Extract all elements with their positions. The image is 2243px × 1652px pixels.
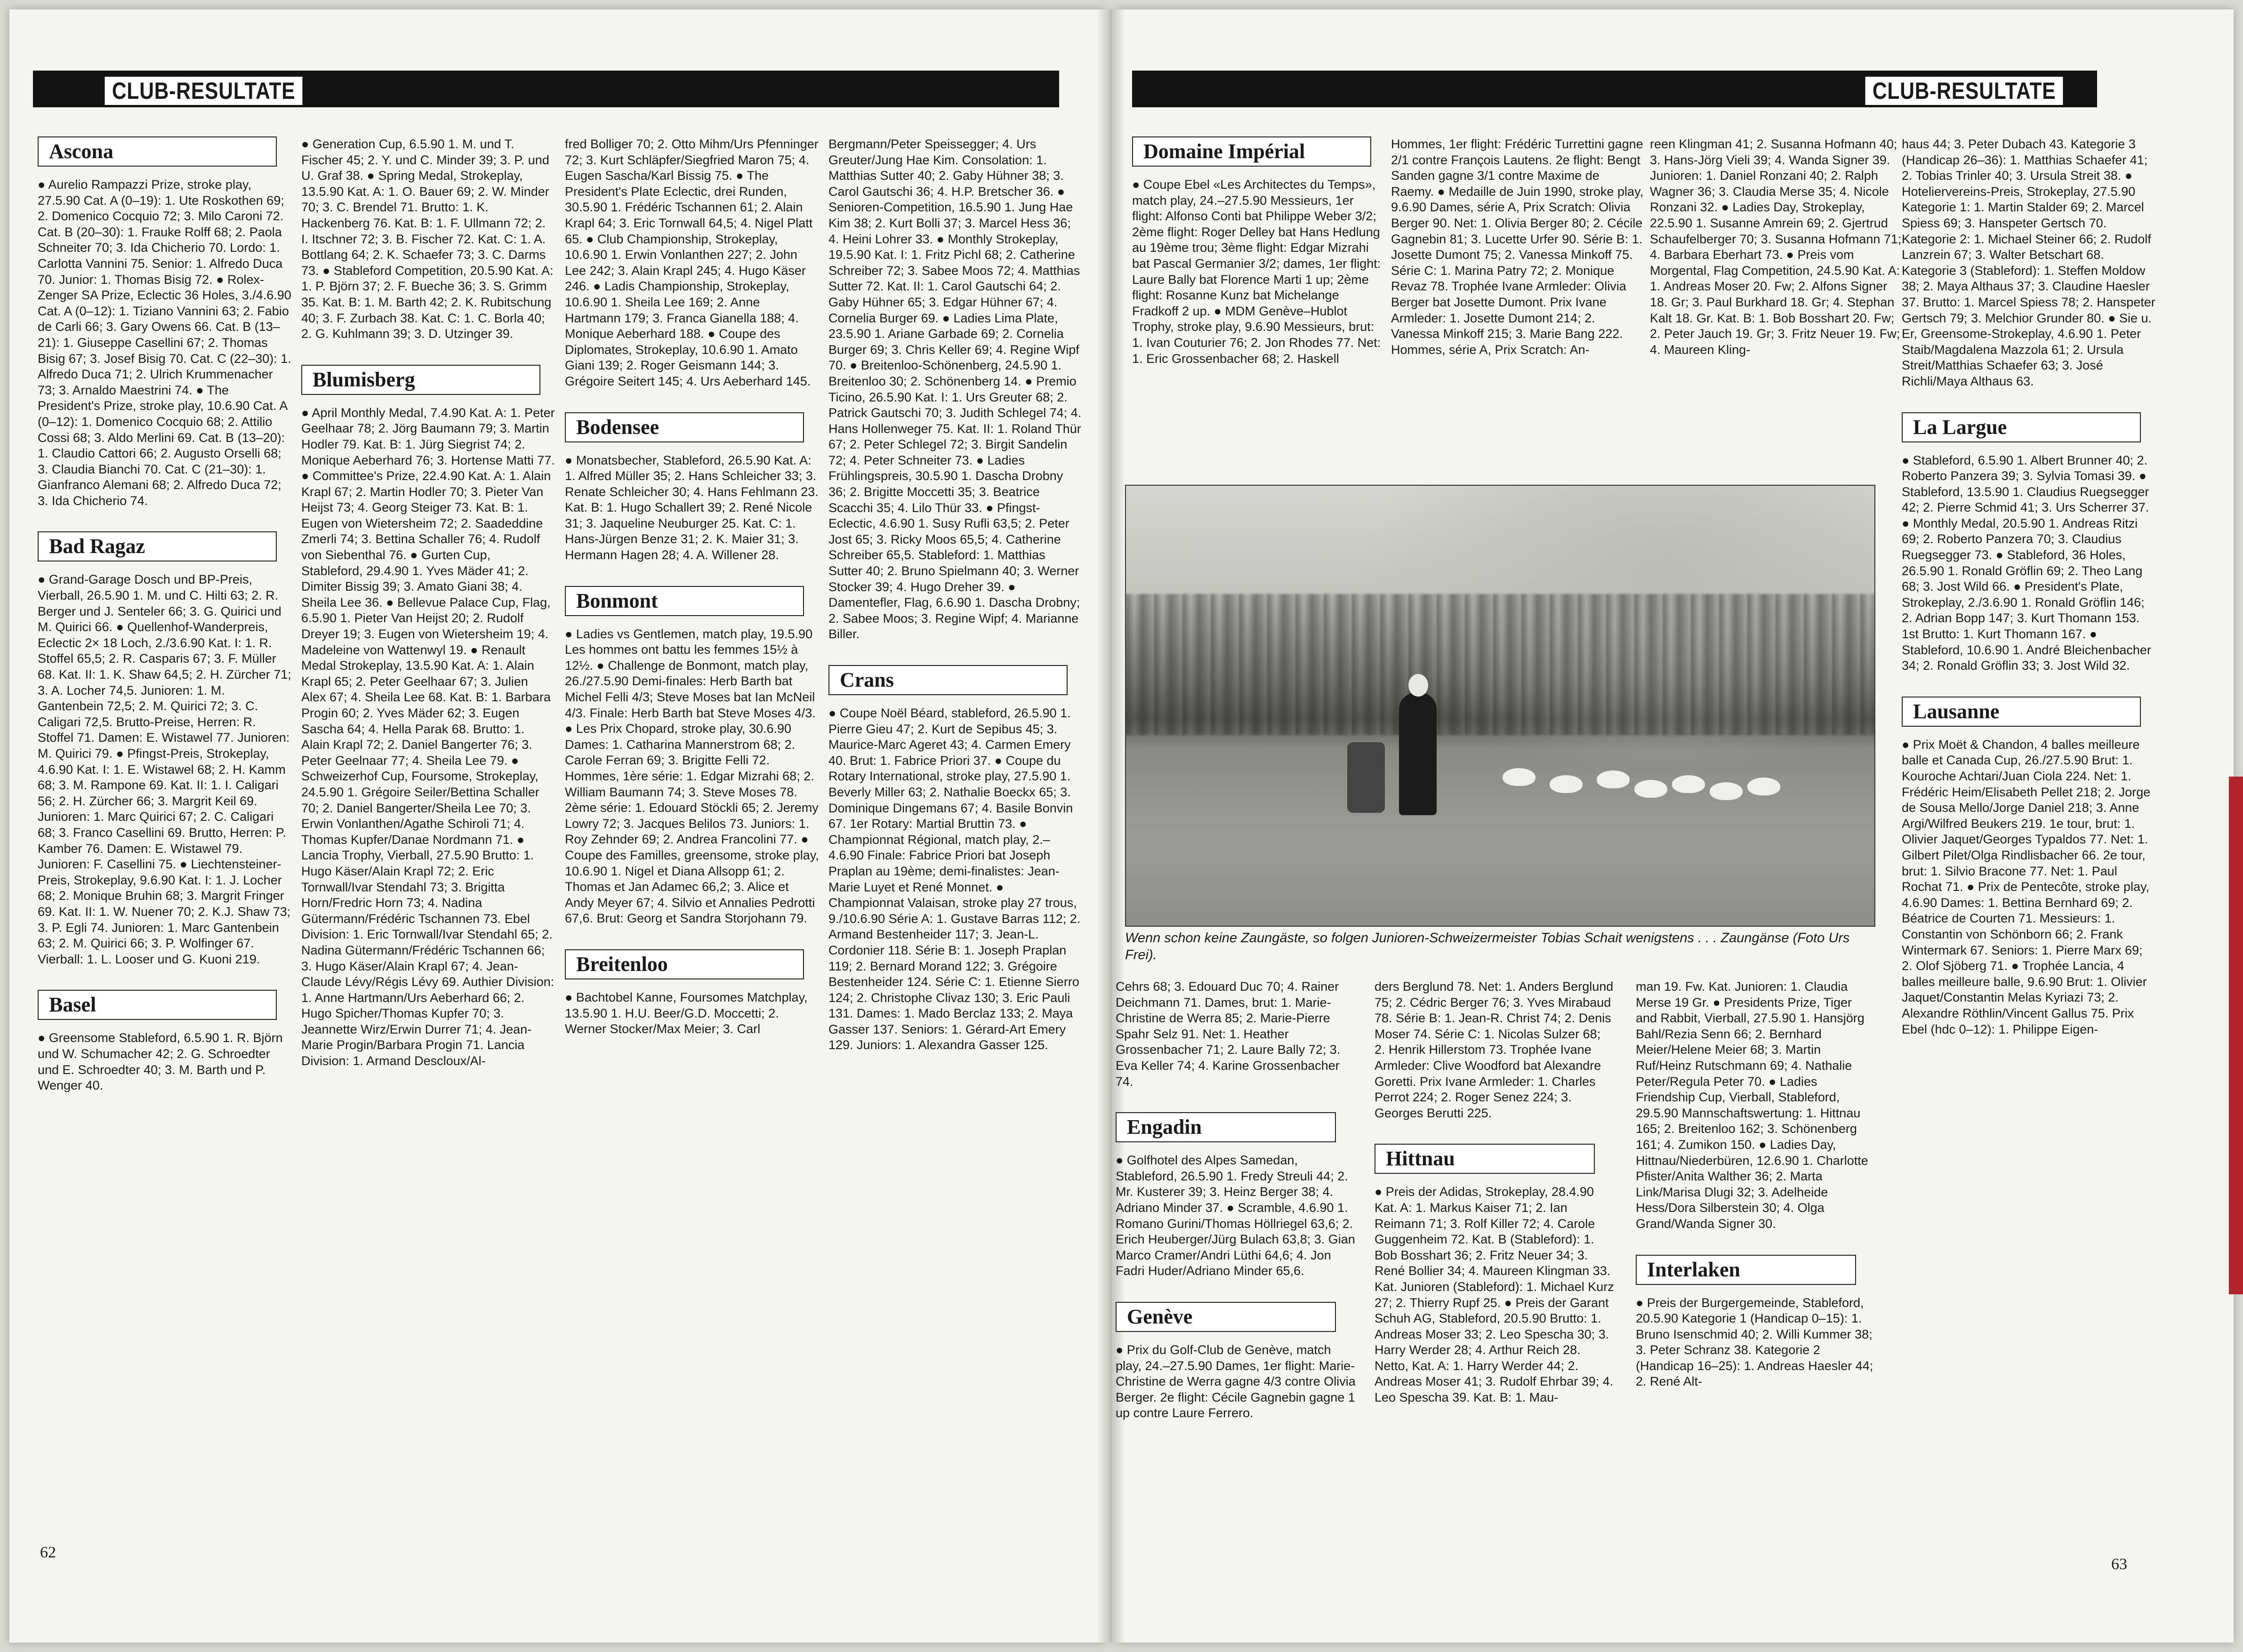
- section-title-engadin: Engadin: [1116, 1112, 1336, 1142]
- results-domaine-imperial-end: Cehrs 68; 3. Edouard Duc 70; 4. Rainer Deichmann 71. Dames, brut: 1. Marie-Christine de Werra 85; 2. Marie-Pierre Spahr Selz 91. Net: 1. Heather Grossenbacher 71; 2. Laure Bally 72; 3. Eva Keller 74; 4. Karine Grossenbacher 74.: [1116, 979, 1341, 1089]
- section-title-interlaken: Interlaken: [1636, 1255, 1856, 1285]
- section-title-domaine-imperial: Domaine Impérial: [1132, 136, 1371, 167]
- section-title-crans: Crans: [828, 665, 1068, 695]
- goose-2: [1550, 775, 1583, 793]
- goose-6: [1710, 782, 1743, 800]
- right-column-2-lower: [1375, 979, 1615, 1534]
- right-column-3-upper: [1650, 136, 1904, 475]
- results-blumisberg-continued: fred Bolliger 70; 2. Otto Mihm/Urs Pfenninger 72; 3. Kurt Schläpfer/Siegfried Maron 75; 4. Eugen Sascha/Karl Bissig 75. ● The President's Plate Eclectic, drei Runden, 30.5.90 1. Frédéric Tschannen 61; 2. Alain Krapl 64; 3. Eric Tornwall 64,5; 4. Nigel Platt 65. ● Club Championship, Strokeplay, 10.6.90 1. Erwin Vonlanthen 227; 2. John Lee 242; 3. Alain Krapl 245; 4. Hugo Käser 246. ● Ladis Championship, Strokeplay, 10.6.90 1. Sheila Lee 169; 2. Anne Hartmann 179; 3. Franca Gianella 188; 4. Monique Aeberhard 188. ● Coupe des Diplomates, Strokeplay, 10.6.90 1. Amato Giani 139; 2. Roger Geismann 144; 3. Grégoire Seitert 145; 4. Urs Aeberhard 145.: [565, 137, 819, 388]
- section-title-bonmont: Bonmont: [565, 586, 804, 616]
- goose-1: [1503, 768, 1536, 786]
- section-title-ascona: Ascona: [38, 136, 277, 167]
- treeline: [1126, 594, 1874, 735]
- results-crans: ● Coupe Noël Béard, stableford, 26.5.90 1. Pierre Gieu 47; 2. Kurt de Sepibus 45; 3. Maurice-Marc Ageret 43; 4. Carmen Emery 40. Brut: 1. Fabrice Priori 37. ● Coupe du Rotary International, stroke play, 27.5.90 1. Beverly Miller 63; 2. Nathalie Boeckx 65; 3. Dominique Dingemans 67; 4. Basile Bonvin 67. 1er Rotary: Martial Bruttin 73. ● Championnat Régional, match play, 2.–4.6.90 Finale: Fabrice Priori bat Joseph Praplan au 19ème; demi-finalistes: Jean-Marie Luyet et René Monnet. ● Championnat Valaisan, stroke play 27 trous, 9./10.6.90 Série A: 1. Gustave Barras 112; 2. Armand Bestenheider 117; 3. Jean-L. Cordonier 118. Série B: 1. Joseph Praplan 119; 2. Bernard Morand 122; 3. Grégoire Bestenheider 124. Série C: 1. Etienne Sierro 124; 2. Christophe Clivaz 130; 3. Eric Pauli 131. Dames: 1. Mado Berclaz 133; 2. Maya Gasser 137. Seniors: 1. Gérard-Art Emery 129. Juniors: 1. Alexandra Gasser 125.: [828, 706, 1081, 1052]
- left-header-label: CLUB-RESULTATE: [104, 75, 304, 106]
- section-title-lausanne: Lausanne: [1902, 697, 2141, 727]
- right-column-2-upper: [1391, 136, 1645, 475]
- section-title-geneve: Genève: [1116, 1302, 1336, 1332]
- left-column-1: [38, 136, 292, 1539]
- section-title-la-largue: La Largue: [1902, 412, 2141, 442]
- results-hittnau-continued: reen Klingman 41; 2. Susanna Hofmann 40; 3. Hans-Jörg Vieli 39; 4. Wanda Signer 39. Junioren: 1. Daniel Ronzani 40; 2. Ralph Wagner 36; 3. Claudia Merse 35; 4. Nicole Ronzani 32. ● Ladies Day, Strokeplay, 22.5.90 1. Susanne Amrein 69; 2. Gjertrud Schaufelberger 70; 3. Susanna Hofmann 71; 4. Barbara Eberhart 73. ● Preis vom Morgental, Flag Competition, 24.5.90 Kat. A: 1. Andreas Moser 20. Fw; 2. Alfons Signer 18. Gr; 3. Paul Burkhard 18. Gr; 4. Stephan Kalt 18. Gr. Kat. B: 1. Bob Bosshart 20. Fw; 2. Peter Jauch 19. Gr; 3. Fritz Neuer 19. Fw; 4. Maureen Kling-: [1650, 137, 1902, 357]
- results-hittnau-end: man 19. Fw. Kat. Junioren: 1. Claudia Merse 19 Gr. ● Presidents Prize, Tiger and Rabbit, Vierball, 27.5.90 1. Hansjörg Bahl/Rezia Senn 66; 2. Bernhard Meier/Helene Meier 68; 3. Martin Ruf/Heinz Rutschmann 69; 4. Nathalie Peter/Regula Peter 70. ● Ladies Friendship Cup, Vierball, Stableford, 29.5.90 Mannschaftswertung: 1. Hittnau 165; 2. Breitenloo 162; 3. Schönenberg 161; 4. Zumikon 150. ● Ladies Day, Hittnau/Niederbüren, 12.6.90 1. Charlotte Pfister/Anita Walther 36; 2. Marta Link/Marisa Dlugi 32; 3. Adelheide Hess/Dora Silberstein 30; 4. Olga Grand/Wanda Signer 30.: [1636, 979, 1868, 1231]
- results-hittnau: ● Preis der Adidas, Strokeplay, 28.4.90 Kat. A: 1. Markus Kaiser 71; 2. Ian Reimann 71; 3. Rolf Killer 72; 4. Carole Guggenheim 72. Kat. B (Stableford): 1. Bob Bosshart 36; 2. Fritz Neuer 34; 3. René Bollier 34; 4. Maureen Klingman 33. Kat. Junioren (Stableford): 1. Michael Kurz 27; 2. Thierry Rupf 25. ● Preis der Garant Schuh AG, Stableford, 20.5.90 Brutto: 1. Andreas Moser 33; 2. Leo Spescha 30; 3. Harry Werder 28; 4. Arthur Reich 28. Netto, Kat. A: 1. Harry Werder 44; 2. Andreas Moser 41; 3. Rudolf Ehrbar 39; 4. Leo Spescha 39. Kat. B: 1. Mau-: [1375, 1185, 1614, 1405]
- results-breitenloo-continued: Bergmann/Peter Speissegger; 4. Urs Greuter/Jung Hae Kim. Consolation: 1. Matthias Sutter 40; 2. Gaby Hühner 38; 3. Carol Gautschi 36; 4. H.P. Bretscher 36. ● Senioren-Competition, 16.5.90 1. Jung Hae Kim 38; 2. Kurt Bolli 37; 3. Marcel Hess 36; 4. Heini Lohrer 33. ● Monthly Strokeplay, 19.5.90 Kat. I: 1. Fritz Pichl 68; 2. Catherine Schreiber 72; 3. Sabee Moos 72; 4. Matthias Sutter 72. Kat. II: 1. Carol Gautschi 64; 2. Gaby Hühner 65; 3. Edgar Hühner 67; 4. Cornelia Burger 69. ● Ladies Lima Plate, 23.5.90 1. Ariane Garbade 69; 2. Cornelia Burger 69; 3. Chris Keller 69; 4. Regine Wipf 70. ● Breitenloo-Schönenberg, 24.5.90 1. Breitenloo 30; 2. Schönenberg 14. ● Premio Ticino, 26.5.90 Kat. I: 1. Urs Greuter 68; 2. Patrick Gautschi 70; 3. Judith Schlegel 74; 4. Hans Hollenweger 75. Kat. II: 1. Roland Thür 67; 2. Peter Schlegel 72; 3. Birgit Sandelin 72; 4. Peter Schneiter 73. ● Ladies Frühlingspreis, 30.5.90 1. Dascha Drobny 36; 2. Brigitte Moccetti 35; 3. Beatrice Scacchi 35; 4. Lilo Thür 33. ● Pfingst-Eclectic, 4.6.90 1. Susy Rufli 63,5; 2. Peter Jost 65; 3. Ricky Moos 65,5; 4. Catherine Schreiber 65,5. Stableford: 1. Matthias Sutter 40; 2. Bruno Spielmann 40; 3. Werner Stocker 39; 4. Hugo Dreher 39. ● Damentefler, Flag, 6.6.90 1. Dascha Drobny; 2. Sabee Moos; 3. Regine Wipf; 4. Marianne Biller.: [828, 137, 1082, 642]
- results-geneve: ● Prix du Golf-Club de Genève, match play, 24.–27.5.90 Dames, 1er flight: Marie-Christine de Werra gagne 4/3 contre Olivia Berger. 2e flight: Cécile Gagnebin gagne 1 up contre Laure Ferrero.: [1116, 1342, 1356, 1420]
- results-lausanne: ● Prix Moët & Chandon, 4 balles meilleure balle et Canada Cup, 26./27.5.90 Brut: 1. Kouroche Achtari/Juan Ciola 224. Net: 1. Frédéric Heim/Elisabeth Pellet 218; 2. Jorge de Sousa Mello/Jorge Daniel 218; 3. Anne Argi/Wilfred Beukers 219. 1e tour, brut: 1. Olivier Jaquet/Georges Typaldos 77. Net: 1. Gilbert Pilet/Olga Rindlisbacher 66. 2e tour, brut: 1. Silvio Bracone 77. Net: 1. Paul Rochat 71. ● Prix de Pentecôte, stroke play, 4.6.90 Dames: 1. Bettina Bernhard 69; 2. Béatrice de Courten 71. Messieurs: 1. Constantin von Schönborn 66; 2. Frank Wintermark 67. Seniors: 1. Pierre Marx 69; 2. Olof Sjöberg 71. ● Trophée Lancia, 4 balles meilleure balle, 9.6.90 Brut: 1. Olivier Jaquet/Constantin Melas Kyriazi 73; 2. Alexandre Röthlin/Vincent Gallus 75. Prix Ebel (hdc 0–12): 1. Philippe Eigen-: [1902, 737, 2151, 1036]
- golf-photo: [1125, 485, 1875, 927]
- goose-4: [1634, 780, 1667, 798]
- results-breitenloo: ● Bachtobel Kanne, Foursomes Matchplay, 13.5.90 1. H.U. Beer/G.D. Moccetti; 2. Werner Stocker/Max Meier; 3. Carl: [565, 990, 808, 1036]
- page-number-right: 63: [2111, 1556, 2127, 1573]
- section-title-hittnau: Hittnau: [1375, 1144, 1595, 1174]
- results-interlaken-continued: haus 44; 3. Peter Dubach 43. Kategorie 3 (Handicap 26–36): 1. Matthias Schaefer 41; 2. Tobias Trinler 40; 3. Ursula Streit 38. ● Hoteliervereins-Preis, Strokeplay, 27.5.90 Kategorie 1: 1. Martin Stalder 69; 2. Marcel Spiess 69; 3. Hanspeter Gertsch 70. Kategorie 2: 1. Michael Steiner 66; 2. Rudolf Lanzrein 67; 3. Walter Betschart 68. Kategorie 3 (Stableford): 1. Steffen Moldow 38; 2. Maya Althaus 37; 3. Claudine Haesler 37. Brutto: 1. Marcel Spiess 78; 2. Hanspeter Gertsch 79; 3. Melchior Grunder 80. ● Sie u. Er, Greensome-Strokeplay, 4.6.90 1. Peter Staib/Magdalena Mazzola 61; 2. Ursula Streit/Matthias Schaefer 63; 3. José Richli/Maya Althaus 63.: [1902, 137, 2155, 388]
- right-column-1-upper: [1132, 136, 1386, 475]
- results-bonmont: ● Ladies vs Gentlemen, match play, 19.5.90 Les hommes ont battu les femmes 15½ à 12½. ● Challenge de Bonmont, match play, 26./27.5.90 Demi-finales: Herb Barth bat Michel Felli 4/3; Steve Moses bat Ian McNeil 4/3. Finale: Herb Barth bat Steve Moses 4/3. ● Les Prix Chopard, stroke play, 30.6.90 Dames: 1. Catharina Mannerstrom 68; 2. Carole Ferran 69; 3. Brigitte Felli 72. Hommes, 1ère série: 1. Edgar Mizrahi 68; 2. William Baumann 74; 3. Steve Moses 78. 2ème série: 1. Edouard Stöckli 65; 2. Jeremy Lowry 72; 3. Jacques Belilos 73. Juniors: 1. Roy Zehnder 69; 2. Andrea Francolini 77. ● Coupe des Familles, greensome, stroke play, 10.6.90 1. Nigel et Diana Allsopp 61; 2. Thomas et Jan Adamec 66,2; 3. Alice et Andy Meyer 67; 4. Silvio et Annalies Pedrotti 67,6. Brut: Georg et Sandra Storjohann 79.: [565, 626, 819, 926]
- right-column-4: [1902, 136, 2156, 1539]
- results-basel-continued: ● Generation Cup, 6.5.90 1. M. und T. Fischer 45; 2. Y. und C. Minder 39; 3. P. und U. Graf 38. ● Spring Medal, Strokeplay, 13.5.90 Kat. A: 1. O. Bauer 69; 2. W. Minder 70; 3. C. Brendel 71. Brutto: 1. K. Hackenberg 76. Kat. B: 1. F. Ullmann 72; 2. I. Itschner 72; 3. B. Fischer 72. Kat. C: 1. A. Bottlang 64; 2. K. Schaefer 73; 3. C. Darms 73. ● Stableford Competition, 20.5.90 Kat. A: 1. P. Björn 37; 2. F. Bueche 36; 3. S. Grimm 35. Kat. B: 1. M. Barth 42; 2. K. Rubitschung 40; 3. F. Zurbach 38. Kat. C: 1. C. Borla 40; 2. G. Kuhlmann 39; 3. D. Utzinger 39.: [301, 137, 554, 341]
- golfer-figure: [1399, 693, 1437, 815]
- left-column-2: [301, 136, 555, 1539]
- section-title-breitenloo: Breitenloo: [565, 949, 804, 979]
- results-domaine-imperial: ● Coupe Ebel «Les Architectes du Temps», match play, 24.–27.5.90 Messieurs, 1er flight: Alfonso Conti bat Philippe Weber 3/2; 2ème flight: Roger Delley bat Hans Hedlung au 19ème trou; 3ème flight: Edgar Mizrahi bat Pascal Germanier 3/2; dames, 1er flight: Laure Bally bat Florence Marti 1 up; 2ème flight: Rosanne Kunz bat Michelange Fradkoff 2 up. ● MDM Genève–Hublot Trophy, stroke play, 9.6.90 Messieurs, brut: 1. Ivan Couturier 76; 2. Jon Rhodes 77. Net: 1. Eric Grossenbacher 68; 2. Haskell: [1132, 177, 1381, 366]
- right-column-3-lower: [1636, 979, 1876, 1534]
- right-column-1-lower: [1116, 979, 1356, 1534]
- section-title-blumisberg: Blumisberg: [301, 365, 540, 395]
- left-column-4: [828, 136, 1083, 1539]
- left-column-3: [565, 136, 819, 1539]
- section-title-bodensee: Bodensee: [565, 412, 804, 442]
- right-header-label: CLUB-RESULTATE: [1864, 75, 2064, 106]
- results-basel: ● Greensome Stableford, 6.5.90 1. R. Björn und W. Schumacher 42; 2. G. Schroedter und E. Schroedter 40; 3. M. Barth und P. Wenger 40.: [38, 1031, 283, 1093]
- results-interlaken: ● Preis der Burgergemeinde, Stableford, 20.5.90 Kategorie 1 (Handicap 0–15): 1. Bruno Isenschmid 40; 2. Willi Kummer 38; 3. Peter Schranz 38. Kategorie 2 (Handicap 16–25): 1. Andreas Haesler 44; 2. René Alt-: [1636, 1295, 1873, 1389]
- results-engadin: ● Golfhotel des Alpes Samedan, Stableford, 26.5.90 1. Fredy Streuli 44; 2. Mr. Kusterer 39; 3. Heinz Berger 38; 4. Adriano Minder 37. ● Scramble, 4.6.90 1. Romano Gurini/Thomas Höllriegel 63,6; 2. Erich Heuberger/Jürg Bulach 63,8; 3. Gian Marco Cramer/Andri Lüthi 64,6; 4. Jon Fadri Huder/Adriano Minder 65,6.: [1116, 1153, 1355, 1278]
- results-la-largue: ● Stableford, 6.5.90 1. Albert Brunner 40; 2. Roberto Panzera 39; 3. Sylvia Tomasi 39. ● Stableford, 13.5.90 1. Claudius Ruegsegger 42; 2. Pierre Schmid 41; 3. Urs Scherrer 37. ● Monthly Medal, 20.5.90 1. Andreas Ritzi 69; 2. Roberto Panzera 70; 3. Claudius Ruegsegger 73. ● Stableford, 36 Holes, 26.5.90 1. Ronald Gröflin 69; 2. Theo Lang 68; 3. Jost Wild 66. ● President's Plate, Strokeplay, 2./3.6.90 1. Ronald Gröflin 146; 2. Adrian Bopp 147; 3. Kurt Thomann 153. 1st Brutto: 1. Kurt Thomann 167. ● Stableford, 10.6.90 1. André Bleichenbacher 34; 2. Ronald Gröflin 33; 3. Jost Wild 32.: [1902, 453, 2151, 673]
- goose-5: [1672, 775, 1705, 793]
- photo-caption: Wenn schon keine Zaungäste, so folgen Junioren-Schweizermeister Tobias Schait wenigstens . . . Zaungänse (Foto Urs Frei).: [1125, 930, 1850, 962]
- golf-trolley: [1347, 742, 1385, 813]
- section-title-basel: Basel: [38, 990, 277, 1020]
- results-ascona: ● Aurelio Rampazzi Prize, stroke play, 27.5.90 Cat. A (0–19): 1. Ute Roskothen 69; 2. Domenico Cocquio 72; 3. Milo Caroni 72. Cat. B (20–30): 1. Frauke Rolff 68; 2. Paola Schneiter 70; 3. Ida Chicherio 70. Lordo: 1. Carlotta Vannini 75. Senior: 1. Alfredo Duca 70. Junior: 1. Thomas Bisig 72. ● Rolex-Zenger SA Prize, Eclectic 36 Holes, 3./4.6.90 Cat. A (0–12): 1. Tiziano Vannini 63; 2. Fabio de Carli 66; 3. Gary Owens 66. Cat. B (13–21): 1. Giuseppe Casellini 67; 2. Thomas Bisig 67; 3. Josef Bisig 70. Cat. C (22–30): 1. Alfredo Duca 71; 2. Ulrich Krummenacher 73; 3. Arnaldo Maestrini 74. ● The President's Prize, stroke play, 10.6.90 Cat. A (0–12): 1. Domenico Cocquio 68; 2. Attilio Cossi 68; 3. Aldo Merlini 69. Cat. B (13–20): 1. Claudio Cattori 66; 2. Augusto Orselli 68; 3. Claudia Bianchi 70. Cat. C (21–30): 1. Gianfranco Alemani 68; 2. Alfredo Duca 72; 3. Ida Chicherio 74.: [38, 177, 291, 508]
- results-domaine-imperial-continued: Hommes, 1er flight: Frédéric Turrettini gagne 2/1 contre François Lautens. 2e flight: Bengt Sanden gagne 3/1 contre Maxime de Raemy. ● Medaille de Juin 1990, stroke play, 9.6.90 Dames, série A, Prix Scratch: Olivia Berger 90. Net: 1. Olivia Berger 80; 2. Cécile Gagnebin 81; 3. Lucette Urfer 90. Série B: 1. Josette Dumont 75; 2. Vanessa Minkoff 75. Série C: 1. Marina Patry 72; 2. Monique Revaz 78. Trophée Ivane Armleder: Olivia Berger bat Josette Dumont. Prix Ivane Armleder: 1. Josette Dumont 214; 2. Vanessa Minkoff 215; 3. Marie Bang 222. Hommes, série A, Prix Scratch: An-: [1391, 137, 1644, 357]
- results-blumisberg: ● April Monthly Medal, 7.4.90 Kat. A: 1. Peter Geelhaar 78; 2. Jörg Baumann 79; 3. Martin Hodler 79. Kat. B: 1. Jürg Siegrist 74; 2. Monique Aeberhard 76; 3. Hortense Matti 77. ● Committee's Prize, 22.4.90 Kat. A: 1. Alain Krapl 67; 2. Martin Hodler 70; 3. Pieter Van Heijst 73; 4. Georg Steiger 73. Kat. B: 1. Eugen von Wietersheim 72; 2. Saadeddine Zmerli 74; 3. Bettina Schaller 76; 4. Rudolf von Siebenthal 76. ● Gurten Cup, Stableford, 29.4.90 1. Yves Mäder 41; 2. Dimiter Bissig 39; 3. Amato Giani 38; 4. Sheila Lee 36. ● Bellevue Palace Cup, Flag, 6.5.90 1. Pieter Van Heijst 20; 2. Rudolf Dreyer 19; 3. Eugen von Wietersheim 19; 4. Madeleine von Wattenwyl 19. ● Renault Medal Strokeplay, 13.5.90 Kat. A: 1. Alain Krapl 65; 2. Peter Geelhaar 67; 3. Julien Alex 67; 4. Sheila Lee 68. Kat. B: 1. Barbara Progin 60; 2. Yves Mäder 62; 3. Eugen Sascha 64; 4. Hella Parak 68. Brutto: 1. Alain Krapl 72; 2. Daniel Bangerter 76; 3. Peter Geelnaar 77; 4. Sheila Lee 79. ● Schweizerhof Cup, Foursome, Strokeplay, 24.5.90 1. Grégoire Seiler/Bettina Schaller 70; 2. Daniel Bangerter/Sheila Lee 70; 3. Erwin Vonlanthen/Agathe Schiroli 71; 4. Thomas Kupfer/Danae Nordmann 71. ● Lancia Trophy, Vierball, 27.5.90 Brutto: 1. Hugo Käser/Alain Krapl 72; 2. Eric Tornwall/Ivar Stendahl 73; 3. Brigitta Horn/Fredric Horn 73; 4. Nadina Gütermann/Frédéric Tschannen 73. Ebel Division: 1. Eric Tornwall/Ivar Stendahl 65; 2. Nadina Gütermann/Frédéric Tschannen 66; 3. Hugo Käser/Alain Krapl 67; 4. Jean-Claude Lévy/Régis Lévy 69. Authier Division: 1. Anne Hartmann/Urs Aeberhard 66; 2. Hugo Spicher/Thomas Kupfer 70; 3. Jeannette Wirz/Erwin Durrer 71; 4. Jean-Marie Progin/Barbara Progin 71. Lancia Division: 1. Armand Descloux/Al-: [301, 405, 555, 1068]
- red-page-edge: [2229, 777, 2243, 1294]
- section-title-bad-ragaz: Bad Ragaz: [38, 531, 277, 561]
- page-number-left: 62: [40, 1544, 56, 1561]
- goose-7: [1747, 778, 1780, 795]
- results-bad-ragaz: ● Grand-Garage Dosch und BP-Preis, Vierball, 26.5.90 1. M. und C. Hilti 63; 2. R. Berger und J. Senteler 66; 3. G. Quirici und M. Quirici 66. ● Quellenhof-Wanderpreis, Eclectic 2× 18 Loch, 2./3.6.90 Kat. I: 1. R. Stoffel 65,5; 2. R. Casparis 67; 3. F. Müller 68. Kat. II: 1. K. Shaw 64,5; 2. H. Zürcher 71; 3. A. Locher 74,5. Junioren: 1. M. Gantenbein 72,5; 2. M. Quirici 72; 3. C. Caligari 72,5. Brutto-Preise, Herren: R. Stoffel 71. Damen: E. Wistawel 77. Junioren: M. Quirici 79. ● Pfingst-Preis, Strokeplay, 4.6.90 Kat. I: 1. E. Wistawel 68; 2. H. Kamm 68; 3. M. Rampone 69. Kat. II: 1. I. Caligari 56; 2. H. Zürcher 66; 3. Margrit Keil 69. Junioren: 1. Marc Quirici 67; 2. C. Caligari 68; 3. Franco Casellini 69. Brutto, Herren: P. Kamber 76. Damen: E. Wistawel 79. Junioren: F. Casellini 75. ● Liechtensteiner-Preis, Strokeplay, 9.6.90 Kat. I: 1. J. Locher 68; 2. Monique Bruhin 68; 3. Margrit Fringer 69. Kat. II: 1. W. Nuener 70; 2. K.J. Shaw 73; 3. P. Egli 74. Junioren: 1. Marc Gantenbein 63; 2. M. Quirici 66; 3. P. Wolfinger 67. Vierball: 1. L. Looser und G. Kuoni 219.: [38, 572, 291, 966]
- goose-3: [1597, 770, 1630, 788]
- results-bodensee: ● Monatsbecher, Stableford, 26.5.90 Kat. A: 1. Alfred Müller 35; 2. Hans Schleicher 33; 3. Renate Schleicher 30; 4. Hans Fehlmann 23. Kat. B: 1. Hugo Schallert 39; 2. René Nicole 31; 3. Jaqueline Neuburger 25. Kat. C: 1. Hans-Jürgen Benze 31; 2. K. Maier 31; 3. Hermann Hagen 28; 4. A. Willener 28.: [565, 453, 819, 562]
- results-domaine-imperial-hommes: ders Berglund 78. Net: 1. Anders Berglund 75; 2. Cédric Berger 76; 3. Yves Mirabaud 78. Série B: 1. Jean-R. Christ 74; 2. Denis Moser 74. Série C: 1. Nicolas Sulzer 68; 2. Henrik Hillerstom 73. Trophée Ivane Armleder: Clive Woodford bat Alexandre Goretti. Prix Ivane Armleder: 1. Charles Perrot 224; 2. Roger Senez 224; 3. Georges Berutti 225.: [1375, 979, 1614, 1120]
